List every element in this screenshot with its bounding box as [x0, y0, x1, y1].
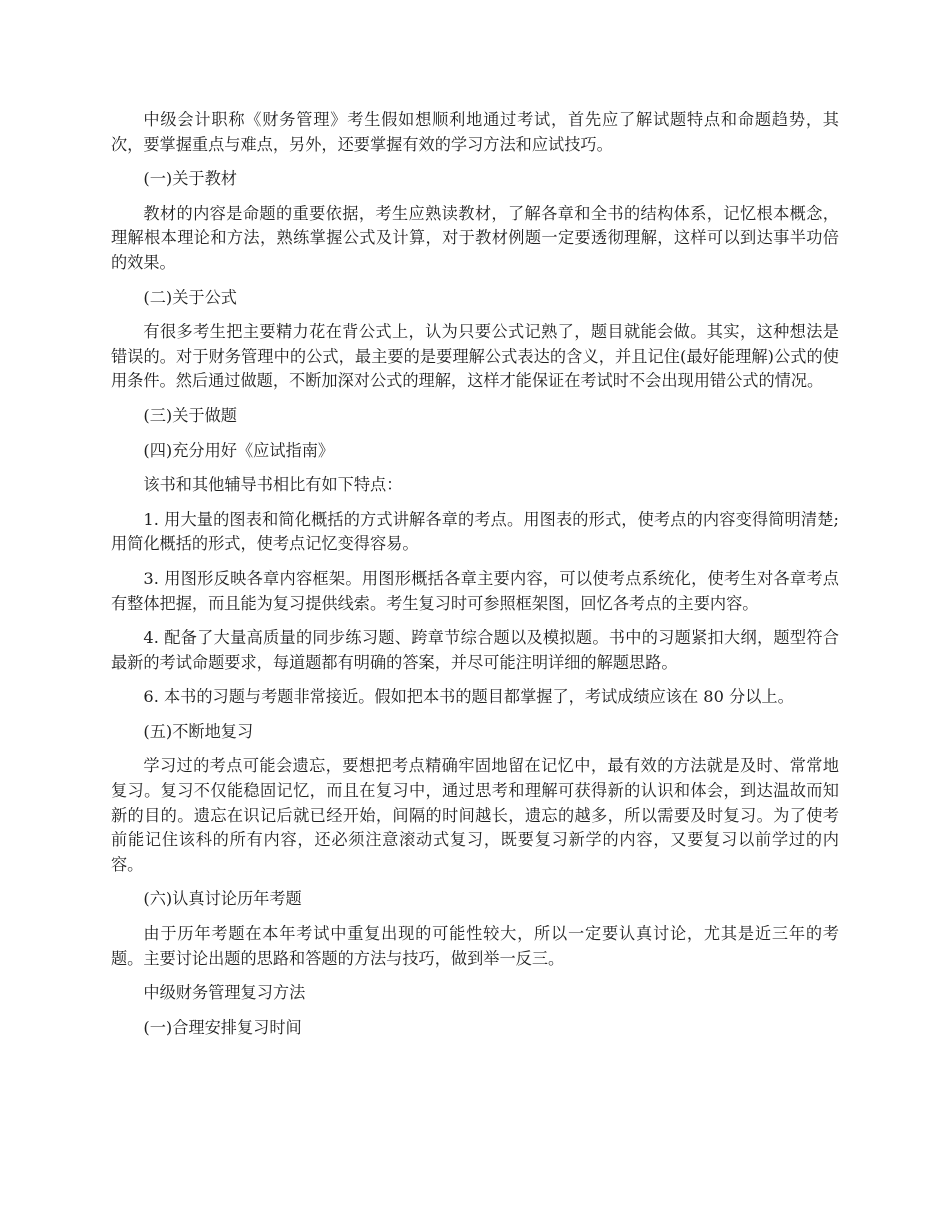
paragraph-formula: 有很多考生把主要精力花在背公式上，认为只要公式记熟了，题目就能会做。其实，这种想法是错误的。对于财务管理中的公式，最主要的是要理解公式表达的含义，并且记住(最好能理解)公式的使用条件。然后通过做题，不断加深对公式的理解，这样才能保证在考试时不会出现用错公式的情况。 — [111, 322, 839, 391]
section-heading-schedule: (一)合理安排复习时间 — [143, 1017, 302, 1037]
section-heading-review: (五)不断地复习 — [143, 721, 254, 741]
paragraph-review: 学习过的考点可能会遗忘，要想把考点精确牢固地留在记忆中，最有效的方法就是及时、常常地复习。复习不仅能稳固记忆，而且在复习中，通过思考和理解可获得新的认识和体会，到达温故而知新的目的。遗忘在识记后就已经开始，间隔的时间越长，遗忘的越多，所以需要及时复习。为了使考前能记住该科的所有内容，还必须注意滚动式复习，既要复习新学的内容，又要复习以前学过的内容。 — [111, 756, 839, 874]
section-heading-textbook: (一)关于教材 — [143, 169, 237, 189]
section-heading-exercises: (三)关于做题 — [143, 405, 237, 425]
list-item-feature-3: 3. 用图形反映各章内容框架。用图形概括各章主要内容，可以使考点系统化，使考生对各章考点有整体把握，而且能为复习提供线索。考生复习时可参照框架图，回忆各考点的主要内容。 — [111, 568, 839, 613]
paragraph-intro: 中级会计职称《财务管理》考生假如想顺利地通过考试，首先应了解试题特点和命题趋势，其次，要掌握重点与难点，另外，还要掌握有效的学习方法和应试技巧。 — [111, 110, 839, 154]
list-item-feature-1: 1. 用大量的图表和简化概括的方式讲解各章的考点。用图表的形式，使考点的内容变得简明清楚;用简化概括的形式，使考点记忆变得容易。 — [111, 509, 839, 554]
section-heading-formula: (二)关于公式 — [143, 287, 237, 307]
list-item-feature-4: 4. 配备了大量高质量的同步练习题、跨章节综合题以及模拟题。书中的习题紧扣大纲，题型符合最新的考试命题要求，每道题都有明确的答案，并尽可能注明详细的解题思路。 — [111, 628, 839, 672]
section-heading-past-exams: (六)认真讨论历年考题 — [143, 889, 302, 909]
section-heading-methods: 中级财务管理复习方法 — [143, 983, 306, 1003]
paragraph-textbook: 教材的内容是命题的重要依据，考生应熟读教材，了解各章和全书的结构体系，记忆根本概念，理解根本理论和方法，熟练掌握公式及计算，对于教材例题一定要透彻理解，这样可以到达事半功倍的效果。 — [111, 203, 839, 272]
document-page — [111, 108, 839, 1050]
paragraph-past-exams: 由于历年考题在本年考试中重复出现的可能性较大，所以一定要认真讨论，尤其是近三年的考题。主要讨论出题的思路和答题的方法与技巧，做到举一反三。 — [111, 924, 839, 968]
paragraph-guide-intro: 该书和其他辅导书相比有如下特点： — [143, 475, 403, 495]
list-item-feature-6: 6. 本书的习题与考题非常接近。假如把本书的题目都掌握了，考试成绩应该在 80 分以上。 — [143, 687, 794, 707]
section-heading-guide: (四)充分用好《应试指南》 — [143, 440, 335, 460]
